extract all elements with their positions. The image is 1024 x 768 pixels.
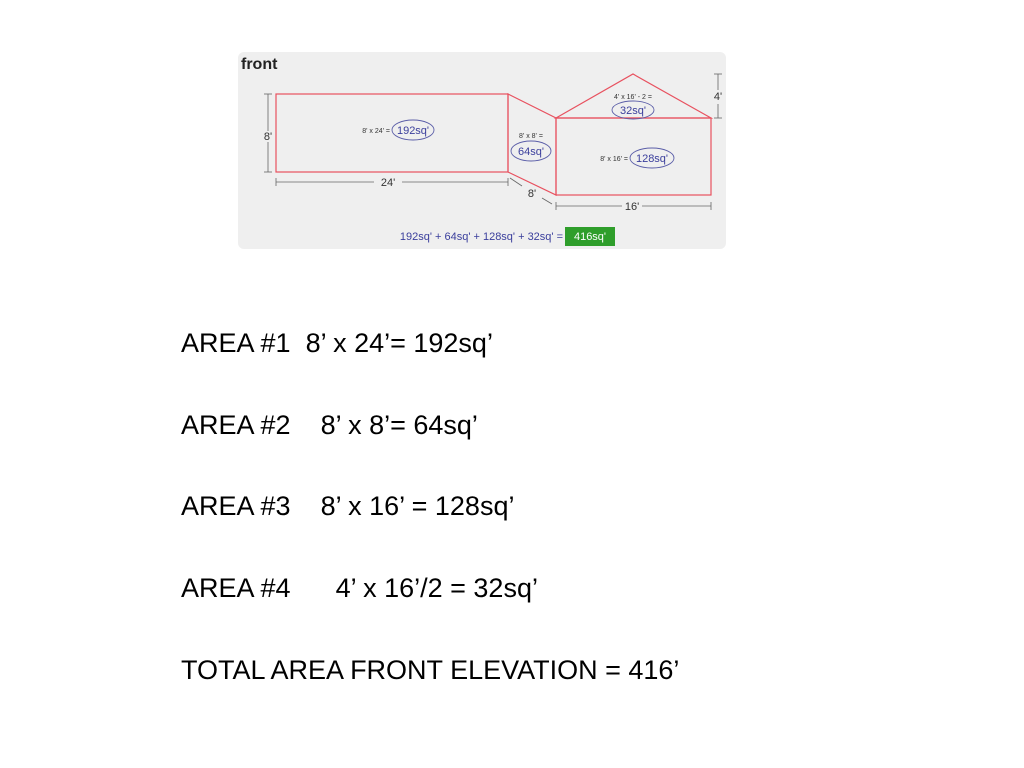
area-1-line: AREA #1 8’ x 24’= 192sq’ [181,328,493,358]
dim-width-24: 24' [380,177,396,189]
area-calculations [181,0,881,768]
area-2-line: AREA #2 8’ x 8’= 64sq’ [181,410,478,440]
area-1-value: 192sq' [396,125,430,137]
area-2-formula: 8' x 8' = [519,133,543,140]
figure-title: front [241,56,278,73]
dim-width-16: 16' [624,201,640,213]
dim-width-8: 8' [527,188,537,200]
sum-equation: 192sq' + 64sq' + 128sq' + 32sq' = [399,231,563,243]
area-4-line: AREA #4 4’ x 16’/2 = 32sq’ [181,573,538,603]
area-3-value: 128sq' [635,153,669,165]
area-2-value: 64sq' [518,146,544,158]
area-4-formula: 4' x 16' - 2 = [614,94,652,101]
dim-left-height: 8' [263,131,273,143]
area-3-line: AREA #3 8’ x 16’ = 128sq’ [181,491,515,521]
total-area-line: TOTAL AREA FRONT ELEVATION = 416’ [181,655,680,685]
area-4-value: 32sq' [620,105,646,117]
dim-gable-height: 4' [713,91,723,103]
area-3-formula: 8' x 16' = [600,156,628,163]
sum-result: 416sq' [573,231,607,243]
area-1-formula: 8' x 24' = [362,128,390,135]
